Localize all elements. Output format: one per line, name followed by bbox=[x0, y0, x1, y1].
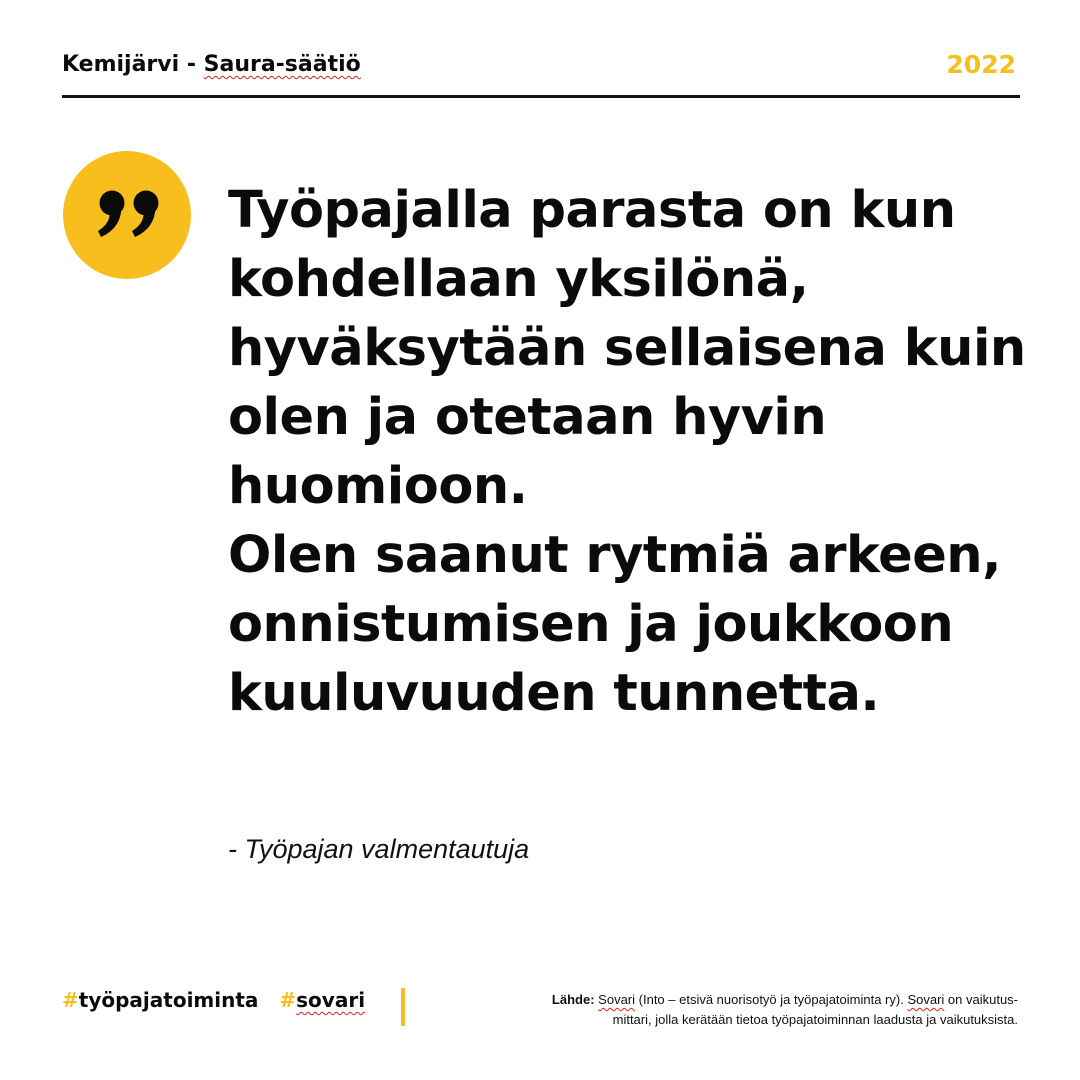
header-title-org: Saura-säätiö bbox=[203, 52, 361, 77]
quote-text bbox=[228, 176, 1028, 728]
header-title bbox=[62, 52, 361, 77]
source-text: (Into – etsivä nuorisotyö ja työpajatoiminta ry). bbox=[635, 992, 908, 1007]
source-org: Sovari bbox=[598, 992, 636, 1007]
source-label: Lähde: bbox=[551, 992, 595, 1007]
footer-divider bbox=[401, 988, 405, 1026]
hashtag-list bbox=[62, 988, 379, 1012]
source-org: Sovari bbox=[907, 992, 945, 1007]
header-title-prefix: Kemijärvi - bbox=[62, 52, 204, 77]
header bbox=[62, 46, 1020, 88]
source-text: on vaikutus- bbox=[944, 992, 1018, 1007]
source-line-2: mittari, jolla kerätään tietoa työpajatoiminnan laadusta ja vaikutuksista. bbox=[612, 1012, 1018, 1027]
source-note bbox=[418, 990, 1018, 1030]
hashtag-symbol: # bbox=[62, 988, 79, 1012]
hashtag-tyopajatoiminta bbox=[62, 988, 258, 1012]
quote-paragraph-1: Työpajalla parasta on kun kohdellaan yksilönä, hyväksytään sellaisena kuin olen ja otetaan hyvin huomioon. bbox=[228, 181, 1026, 516]
quote-attribution: - Työpajan valmentautuja bbox=[228, 834, 530, 864]
source-line-1 bbox=[418, 990, 1018, 1010]
hashtag-text: sovari bbox=[296, 988, 366, 1012]
header-divider bbox=[62, 95, 1020, 98]
hashtag-symbol: # bbox=[279, 988, 297, 1012]
hashtag-text: työpajatoiminta bbox=[78, 988, 259, 1012]
quote-mark-icon bbox=[63, 151, 191, 279]
quote-paragraph-2: Olen saanut rytmiä arkeen, onnistumisen ja joukkoon kuuluvuuden tunnetta. bbox=[228, 526, 1001, 723]
header-year: 2022 bbox=[946, 50, 1016, 79]
hashtag-sovari bbox=[279, 988, 365, 1012]
